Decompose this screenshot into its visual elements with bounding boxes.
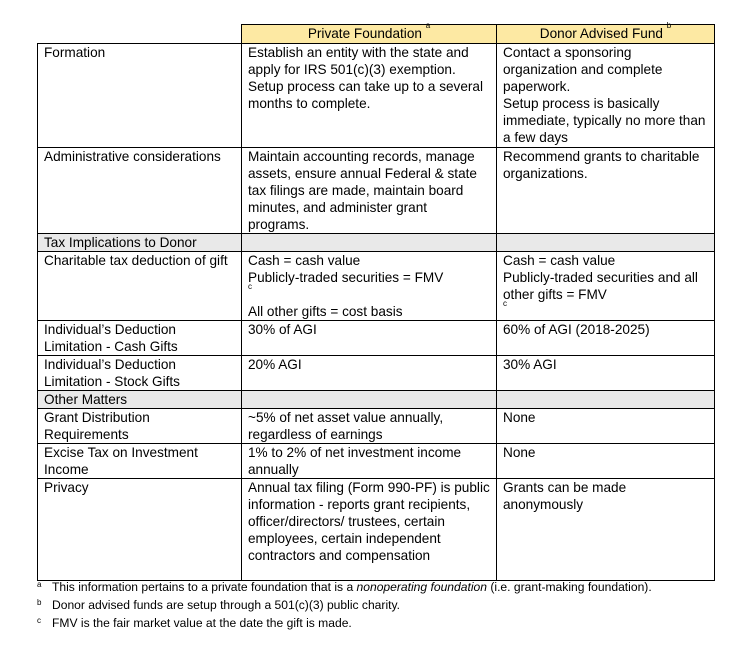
table-row [38,409,715,444]
cell-line-text: Publicly-traded securities = FMV [248,270,444,285]
header-row [38,25,715,44]
footnote-text: (i.e. grant-making foundation). [487,580,652,594]
footnote-ref-b: b [666,21,672,31]
footnote-a [37,579,652,597]
section-label: Other Matters [38,391,242,409]
private-foundation-cell [242,44,497,148]
header-donor-advised-fund [497,21,715,44]
footnote-mark: c [37,616,41,625]
cell-line: None [503,445,536,460]
section-label: Tax Implications to Donor [38,234,242,252]
cell-line: Recommend grants to charitable organizations. [503,149,700,181]
private-foundation-cell [242,356,497,391]
cell-line: 1% to 2% of net investment income annually [248,445,462,477]
table-row [38,356,715,391]
table-row [38,148,715,234]
cell-line: Establish an entity with the state and apply for IRS 501(c)(3) exemption. [248,45,469,77]
row-label: Privacy [38,479,242,581]
cell-line: Grants can be made anonymously [503,480,627,512]
footnote-b [37,597,652,615]
row-label: Charitable tax deduction of gift [38,252,242,321]
donor-advised-fund-cell [497,321,715,356]
footnote-ref-c: c [503,299,507,309]
cell-line-with-mark [503,269,708,320]
comparison-table [37,21,715,581]
footnote-text: FMV is the fair market value at the date the gift is made. [52,616,352,630]
cell-line: Annual tax filing (Form 990-PF) is public information - reports grant recipients, officer/directors/ trustees, certain employees, certain independent contractors and compensation [248,480,490,563]
footnote-emphasis: nonoperating foundation [356,580,487,594]
row-label: Formation [38,44,242,148]
cell-line: Setup process is basically immediate, typically no more than a few days [503,96,706,145]
cell-line-with-mark [248,269,490,303]
row-label: Individual’s Deduction Limitation - Cash Gifts [38,321,242,356]
table-row [38,479,715,581]
row-label: Administrative considerations [38,148,242,234]
cell-line: None [503,410,536,425]
private-foundation-cell [242,148,497,234]
donor-advised-fund-cell [497,252,715,321]
cell-line: All other gifts = cost basis [248,304,403,319]
section-empty-cell [242,234,497,252]
section-row [38,234,715,252]
table-row [38,321,715,356]
donor-advised-fund-cell [497,44,715,148]
cell-line: Cash = cash value [503,253,616,268]
private-foundation-cell [242,409,497,444]
table-row [38,252,715,321]
footnote-c [37,615,652,633]
table-row [38,444,715,479]
cell-line: Setup process can take up to a several months to complete. [248,79,484,111]
section-empty-cell [497,234,715,252]
cell-line: ~5% of net asset value annually, regardless of earnings [248,410,444,442]
cell-line: 30% AGI [503,357,557,372]
cell-line: Contact a sponsoring organization and complete paperwork. [503,45,663,94]
donor-advised-fund-cell [497,356,715,391]
footnote-ref-a: a [425,21,431,31]
donor-advised-fund-cell [497,479,715,581]
donor-advised-fund-cell [497,148,715,234]
header-donor-advised-fund-label: Donor Advised Fund [539,26,663,41]
donor-advised-fund-cell [497,444,715,479]
cell-line: Maintain accounting records, manage assets, ensure annual Federal & state tax filings are made, maintain board minutes, and administer grant programs. [248,149,477,232]
footnote-mark: b [37,598,42,607]
section-row [38,391,715,409]
header-private-foundation-label: Private Foundation [307,26,422,41]
header-blank-cell [38,25,242,44]
section-empty-cell [497,391,715,409]
private-foundation-cell [242,321,497,356]
footnote-text: Donor advised funds are setup through a 501(c)(3) public charity. [52,598,400,612]
section-empty-cell [242,391,497,409]
footnote-text: This information pertains to a private foundation that is a [52,580,357,594]
row-label: Excise Tax on Investment Income [38,444,242,479]
cell-line: 20% AGI [248,357,302,372]
header-private-foundation [242,21,497,44]
row-label: Individual’s Deduction Limitation - Stock Gifts [38,356,242,391]
footnote-ref-c: c [248,282,252,292]
footnote-mark: a [37,580,42,589]
cell-line: Cash = cash value [248,253,361,268]
table-row [38,44,715,148]
cell-line: 60% of AGI (2018-2025) [503,322,650,337]
private-foundation-cell [242,252,497,321]
private-foundation-cell [242,479,497,581]
footnotes [37,579,652,633]
row-label: Grant Distribution Requirements [38,409,242,444]
donor-advised-fund-cell [497,409,715,444]
private-foundation-cell [242,444,497,479]
cell-line: 30% of AGI [248,322,317,337]
cell-line-text: Publicly-traded securities and all other gifts = FMV [503,270,698,302]
